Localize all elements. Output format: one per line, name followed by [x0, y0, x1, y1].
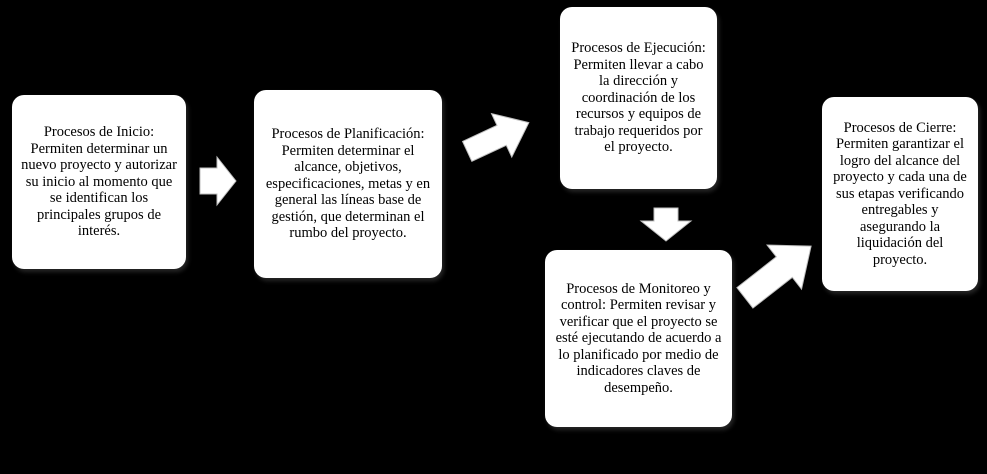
box-procesos-monitoreo-text: Procesos de Monitoreo y control: Permiten revisar y verificar que el proyecto se esté ejecutando de acuerdo a lo planificado por medio de indicadores claves de desempeño.	[555, 280, 722, 396]
arrow-planificacion-to-ejecucion-icon	[457, 101, 539, 173]
arrow-ejecucion-to-monitoreo-icon	[641, 208, 691, 241]
box-procesos-cierre-text: Procesos de Cierre: Permiten garantizar el logro del alcance del proyecto y cada una de sus etapas verificando entregables y asegurando la liquidación del proyecto.	[833, 119, 967, 268]
box-procesos-ejecucion-text: Procesos de Ejecución: Permiten llevar a cabo la dirección y coordinación de los recursos y equipos de trabajo requeridos por el proyecto.	[571, 40, 706, 156]
arrow-monitoreo-to-cierre-icon	[728, 224, 829, 320]
box-procesos-planificacion-text: Procesos de Planificación: Permiten determinar el alcance, objetivos, especificaciones, metas y en general las líneas base de gestión, que determinan el rumbo del proyecto.	[265, 126, 431, 242]
box-procesos-inicio-text: Procesos de Inicio: Permiten determinar un nuevo proyecto y autorizar su inicio al momento que se identifican los principales grupos de interés.	[21, 124, 177, 240]
arrow-inicio-to-planificacion-icon	[200, 157, 236, 205]
